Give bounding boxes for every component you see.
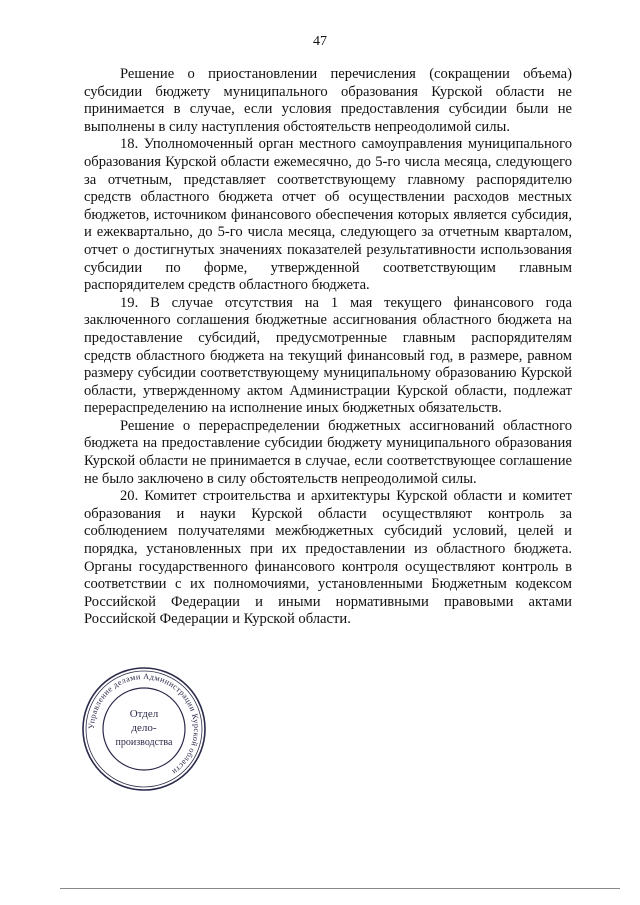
page-number: 47 xyxy=(313,34,327,49)
stamp-center-line-2: дело- xyxy=(131,722,157,734)
document-body xyxy=(84,66,572,629)
paragraph-redistribution-decision: Решение о перераспределении бюджетных ассигнований областного бюджета на предоставление субсидии бюджету муниципального образования Курской области не принимается в случае, если соответствующее соглашение не было заключено в силу обстоятельств непреодолимой силы. xyxy=(84,417,572,487)
paragraph-20-control: 20. Комитет строительства и архитектуры Курской области и комитет образования и науки Курской области осуществляют контроль за соблюдением получателями межбюджетных субсидий условий, целей и порядка, установленных при их предоставлении из областного бюджета. Органы государственного финансового контроля осуществляют контроль в соответствии с их полномочиями, установленными Бюджетным кодексом Российской Федерации и иными нормативными правовыми актами Российской Федерации и Курской области. xyxy=(84,488,572,628)
paragraph-suspension-decision: Решение о приостановлении перечисления (сокращении объема) субсидии бюджету муниципального образования Курской области не принимается в случае, если условия предоставления субсидии были не выполнены в силу наступления обстоятельств непреодолимой силы. xyxy=(84,66,572,135)
paragraph-18-reporting: 18. Уполномоченный орган местного самоуправления муниципального образования Курской области ежемесячно, до 5-го числа месяца, следующего за отчетным, представляет соответствующему главному распорядителю средств областного бюджета отчет об осуществлении расходов местных бюджетов, источником финансового обеспечения которых является субсидия, и ежеквартально, до 5-го числа месяца, следующего за отчетным кварталом, отчет о достигнутых значениях показателей результативности использования субсидии по форме, утвержденной соответствующим главным распорядителем средств областного бюджета. xyxy=(84,136,572,294)
stamp-center-line-1: Отдел xyxy=(129,708,159,720)
paragraph-19-redistribution: 19. В случае отсутствия на 1 мая текущего финансового года заключенного соглашения бюджетные ассигнования областного бюджета на предоставление субсидий, предусмотренные главным распорядителям средств областного бюджета на текущий финансовый год, в размере, равном размеру субсидии соответствующему муниципальному образованию Курской области, утвержденному актом Администрации Курской области, подлежат перераспределению на исполнение иных бюджетных обязательств. xyxy=(84,294,572,417)
stamp-center-line-3: производства xyxy=(115,737,173,748)
stamp-ring-text: Управление делами Администрации Курской области xyxy=(86,671,202,777)
office-stamp-icon xyxy=(80,665,208,793)
page-bottom-edge xyxy=(60,888,620,889)
